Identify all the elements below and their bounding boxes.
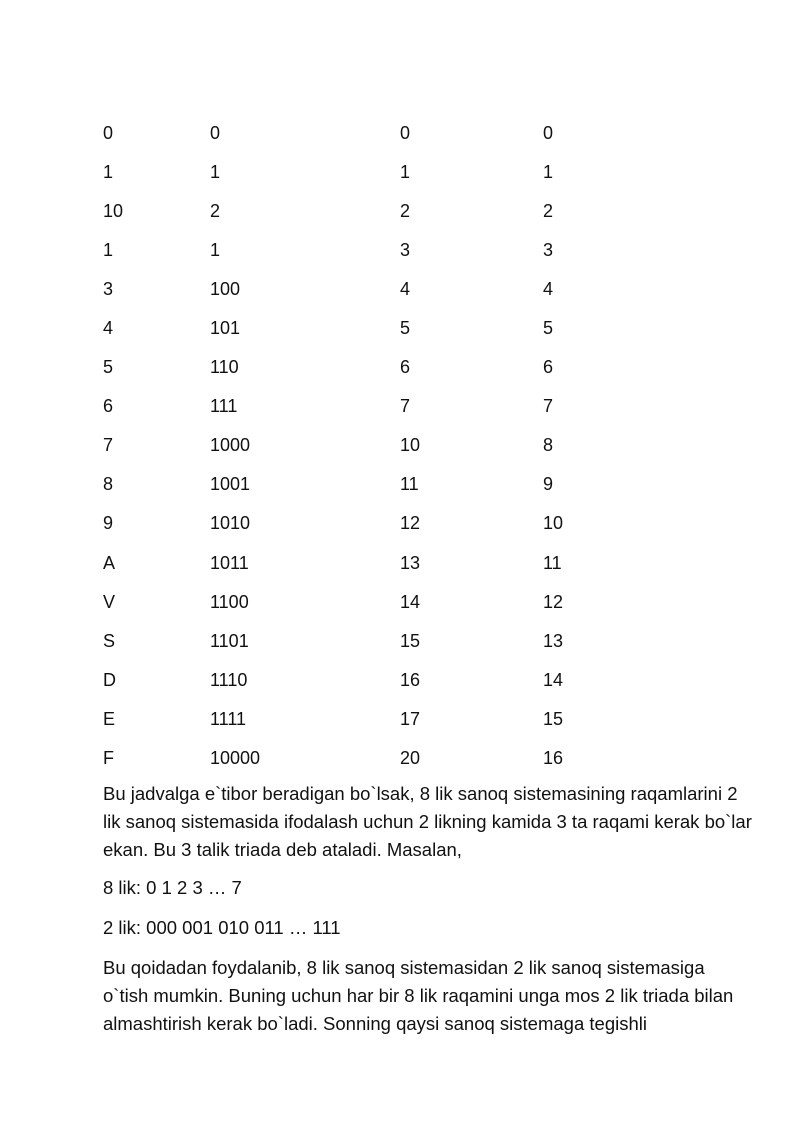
table-cell: 15 [543, 708, 564, 729]
table-cell: 1100 [210, 591, 249, 612]
table-cell: 7 [543, 396, 554, 417]
table-cell: 4 [543, 278, 554, 299]
table-row [103, 113, 643, 152]
table-row [103, 152, 643, 191]
table-cell: D [103, 669, 116, 690]
table-cell: 5 [543, 318, 554, 339]
table-cell: 1010 [210, 513, 251, 534]
table-cell: 3 [103, 278, 114, 299]
paragraph-octal-digits: 8 lik: 0 1 2 3 … 7 [103, 877, 242, 898]
table-cell: 2 [210, 200, 221, 221]
table-row [103, 504, 643, 543]
table-row [103, 660, 643, 699]
paragraph-conversion-rule: Bu qoidadan foydalanib, 8 lik sanoq sistemasidan 2 lik sanoq sistemasiga o`tish mumkin. Buning uchun har bir 8 lik raqamini unga mos 2 lik triada bilan almashtirish kerak bo`ladi. Sonning qaysi sanoq sistemaga tegishli [103, 957, 734, 1034]
table-row [103, 387, 643, 426]
table-cell: E [103, 708, 116, 729]
table-cell: 1 [103, 161, 114, 182]
table-row [103, 230, 643, 269]
table-cell: 1000 [210, 435, 251, 456]
table-cell: 17 [400, 708, 421, 729]
table-row [103, 308, 643, 347]
table-cell: 101 [210, 318, 241, 339]
table-cell: 1011 [210, 552, 249, 573]
table-cell: 10 [103, 200, 124, 221]
table-cell: 3 [400, 239, 411, 260]
table-cell: S [103, 630, 116, 651]
table-cell: 10000 [210, 748, 261, 769]
table-cell: 14 [543, 669, 564, 690]
table-cell: 1111 [210, 708, 247, 729]
table-cell: 10 [543, 513, 564, 534]
table-cell: 4 [103, 318, 114, 339]
table-row [103, 269, 643, 308]
table-cell: 6 [400, 357, 411, 378]
table-row [103, 582, 643, 621]
table-cell: 16 [543, 748, 564, 769]
table-cell: V [103, 591, 116, 612]
table-cell: 100 [210, 278, 241, 299]
table-cell: 13 [400, 552, 421, 573]
table-cell: 13 [543, 630, 564, 651]
table-cell: 20 [400, 748, 421, 769]
paragraph-binary-triads: 2 lik: 000 001 010 011 … 111 [103, 917, 341, 938]
table-cell: 12 [400, 513, 421, 534]
table-cell: 1 [400, 161, 411, 182]
table-cell: 7 [400, 396, 411, 417]
table-row [103, 465, 643, 504]
table-cell: 1 [543, 161, 554, 182]
table-cell: 14 [400, 591, 421, 612]
table-cell: 1101 [210, 630, 249, 651]
table-cell: F [103, 748, 114, 769]
table-cell: 110 [210, 357, 239, 378]
table-cell: 2 [400, 200, 411, 221]
table-cell: 16 [400, 669, 421, 690]
table-cell: 4 [400, 278, 411, 299]
table-cell: 8 [543, 435, 554, 456]
table-cell: 0 [543, 122, 554, 143]
table-row [103, 699, 643, 738]
table-cell: 7 [103, 435, 114, 456]
table-row [103, 191, 643, 230]
table-cell: 8 [103, 474, 114, 495]
table-cell: A [103, 552, 116, 573]
table-cell: 5 [103, 357, 114, 378]
table-row [103, 543, 643, 582]
table-cell: 11 [400, 474, 419, 495]
table-row [103, 348, 643, 387]
table-row [103, 426, 643, 465]
table-cell: 1 [210, 161, 221, 182]
table-cell: 3 [543, 239, 554, 260]
table-cell: 1 [210, 239, 221, 260]
table-cell: 1 [103, 239, 114, 260]
table-cell: 111 [210, 396, 238, 417]
table-cell: 6 [543, 357, 554, 378]
table-cell: 9 [103, 513, 114, 534]
table-body [103, 113, 643, 778]
table-cell: 5 [400, 318, 411, 339]
table-cell: 2 [543, 200, 554, 221]
table-cell: 0 [210, 122, 221, 143]
table-cell: 0 [103, 122, 114, 143]
paragraph-triada-explanation: Bu jadvalga e`tibor beradigan bo`lsak, 8 lik sanoq sistemasining raqamlarini 2 lik sanoq sistemasida ifodalash uchun 2 likning kamida 3 ta raqami kerak bo`lar ekan. Bu 3 talik triada deb ataladi. Masalan, [103, 783, 752, 860]
table-cell: 1001 [210, 474, 251, 495]
table-cell: 6 [103, 396, 114, 417]
table-row [103, 621, 643, 660]
number-systems-table [103, 113, 643, 778]
table-cell: 15 [400, 630, 421, 651]
table-row [103, 739, 643, 778]
table-cell: 9 [543, 474, 554, 495]
table-cell: 12 [543, 591, 564, 612]
table-cell: 10 [400, 435, 421, 456]
table-cell: 0 [400, 122, 411, 143]
table-cell: 1110 [210, 669, 248, 690]
table-cell: 11 [543, 552, 562, 573]
